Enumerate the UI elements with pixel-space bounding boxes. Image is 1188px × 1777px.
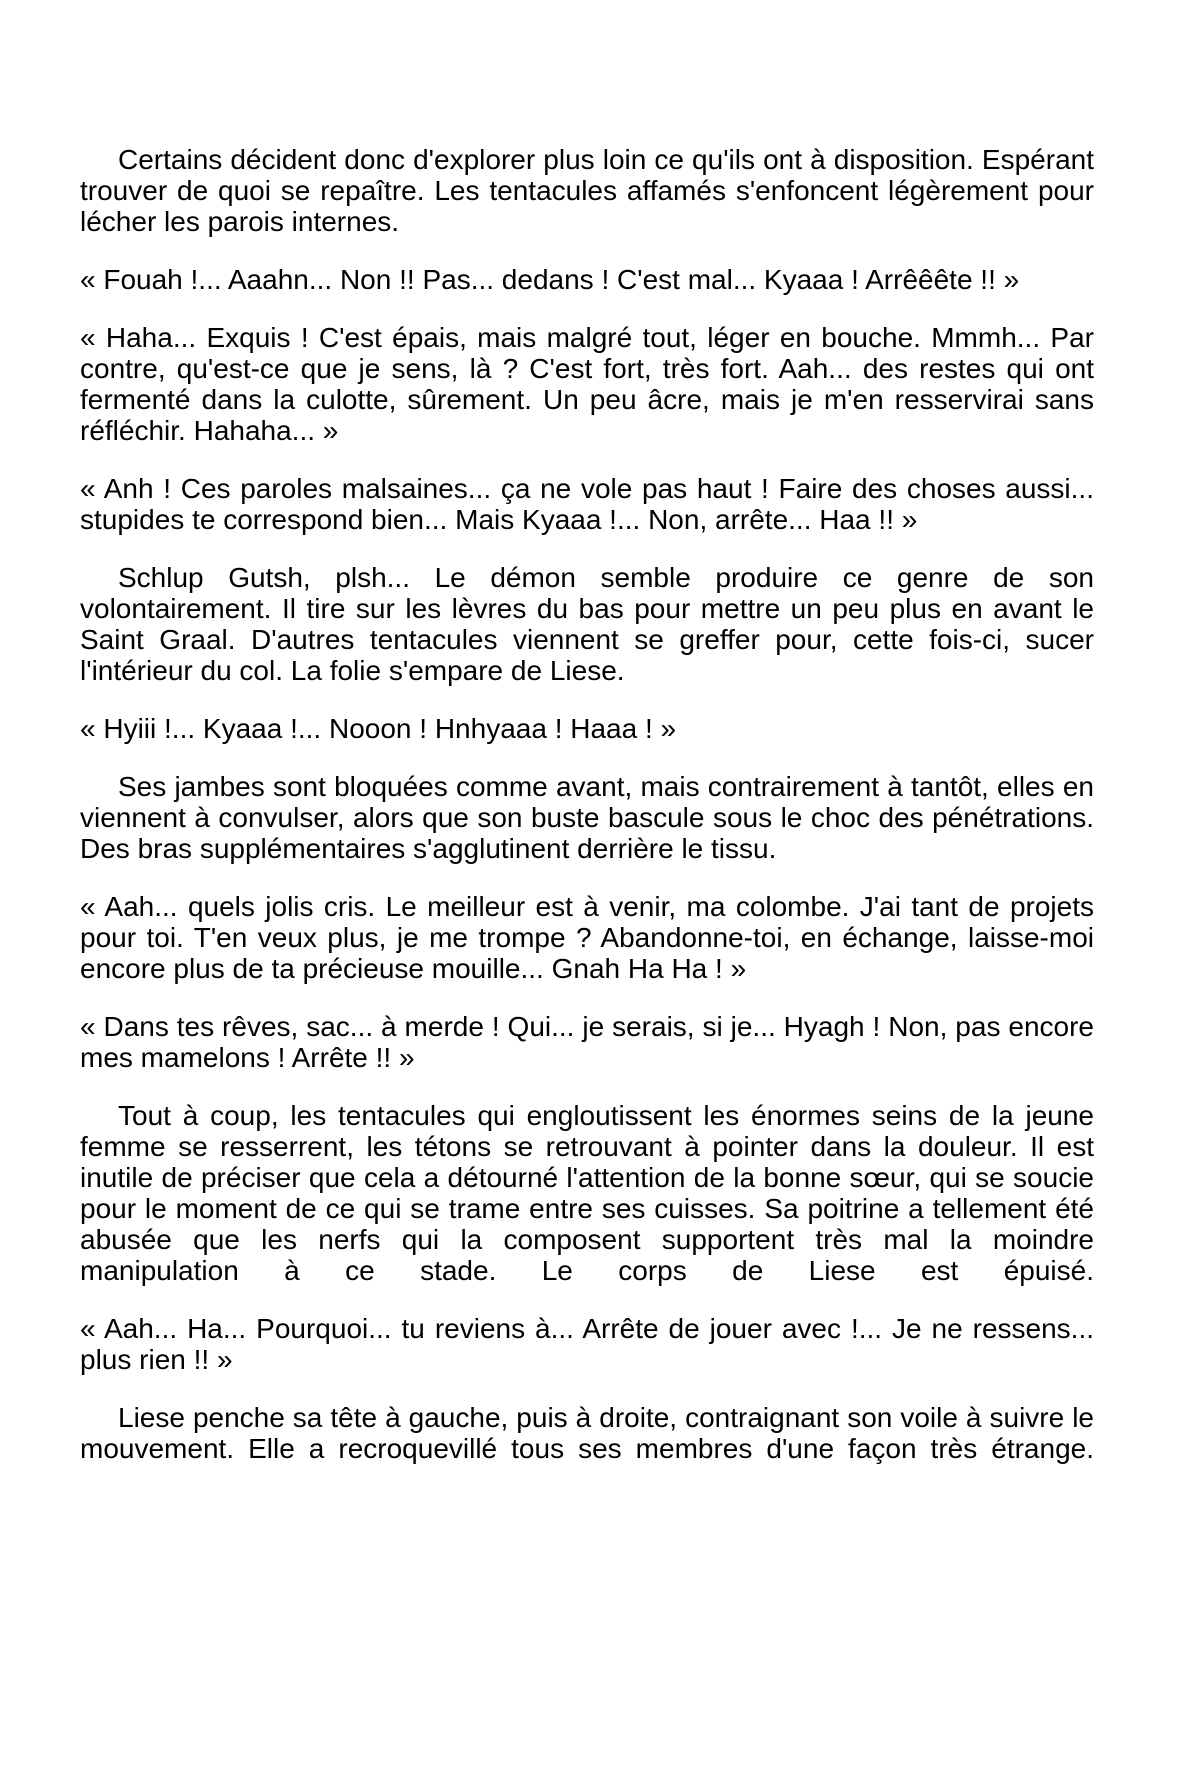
paragraph: Liese penche sa tête à gauche, puis à droite, contraignant son voile à suivre le mouvement. Elle a recroquevillé tous ses membres d'une façon très étrange. bbox=[80, 1402, 1094, 1464]
text-block bbox=[80, 144, 1094, 1464]
paragraph: « Aah... quels jolis cris. Le meilleur est à venir, ma colombe. J'ai tant de projets pour toi. T'en veux plus, je me trompe ? Abandonne-toi, en échange, laisse-moi encore plus de ta précieuse mouille... Gnah Ha Ha ! » bbox=[80, 891, 1094, 984]
paragraph: Tout à coup, les tentacules qui engloutissent les énormes seins de la jeune femme se resserrent, les tétons se retrouvant à pointer dans la douleur. Il est inutile de préciser que cela a détourné l'attention de la bonne sœur, qui se soucie pour le moment de ce qui se trame entre ses cuisses. Sa poitrine a tellement été abusée que les nerfs qui la composent supportent très mal la moindre manipulation à ce stade. Le corps de Liese est épuisé. bbox=[80, 1100, 1094, 1286]
paragraph: « Aah... Ha... Pourquoi... tu reviens à... Arrête de jouer avec !... Je ne ressens... plus rien !! » bbox=[80, 1313, 1094, 1375]
paragraph: Schlup Gutsh, plsh... Le démon semble produire ce genre de son volontairement. Il tire sur les lèvres du bas pour mettre un peu plus en avant le Saint Graal. D'autres tentacules viennent se greffer pour, cette fois-ci, sucer l'intérieur du col. La folie s'empare de Liese. bbox=[80, 562, 1094, 686]
paragraph: « Hyiii !... Kyaaa !... Nooon ! Hnhyaaa ! Haaa ! » bbox=[80, 713, 677, 744]
paragraph: « Dans tes rêves, sac... à merde ! Qui... je serais, si je... Hyagh ! Non, pas encore mes mamelons ! Arrête !! » bbox=[80, 1011, 1094, 1073]
paragraph: « Anh ! Ces paroles malsaines... ça ne vole pas haut ! Faire des choses aussi... stupides te correspond bien... Mais Kyaaa !... Non, arrête... Haa !! » bbox=[80, 473, 1094, 535]
paragraph: « Haha... Exquis ! C'est épais, mais malgré tout, léger en bouche. Mmmh... Par contre, qu'est-ce que je sens, là ? C'est fort, très fort. Aah... des restes qui ont fermenté dans la culotte, sûrement. Un peu âcre, mais je m'en resservirai sans réfléchir. Hahaha... » bbox=[80, 322, 1094, 446]
paragraph: « Fouah !... Aaahn... Non !! Pas... dedans ! C'est mal... Kyaaa ! Arrêêête !! » bbox=[80, 264, 1020, 295]
paragraph: Certains décident donc d'explorer plus loin ce qu'ils ont à disposition. Espérant trouver de quoi se repaître. Les tentacules affamés s'enfoncent légèrement pour lécher les parois internes. bbox=[80, 144, 1094, 237]
paragraph: Ses jambes sont bloquées comme avant, mais contrairement à tantôt, elles en viennent à convulser, alors que son buste bascule sous le choc des pénétrations. Des bras supplémentaires s'agglutinent derrière le tissu. bbox=[80, 771, 1094, 864]
